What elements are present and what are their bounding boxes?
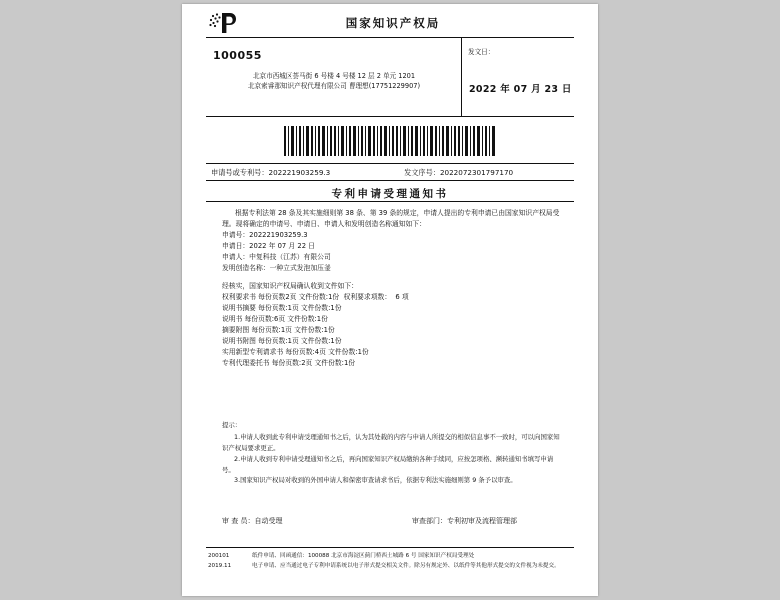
footer-note-1: 纸件申请、回函通信：100088 北京市海淀区蓟门桥西土城路 6 号 国家知识产权局受理处 (252, 553, 475, 559)
verify-item-4: 摘要附图 每份页数:1页 文件份数:1份 (222, 326, 335, 334)
org-title: 国家知识产权局 (345, 16, 441, 30)
note-3: 3.国家知识产权局对收到的外国申请人和保密审查请求书后，依据专利法实施细则第 9 条予以审查。 (234, 476, 517, 485)
serial-number: 100055 (213, 49, 262, 62)
verify-item-2: 说明书摘要 每份页数:1页 文件份数:1份 (222, 304, 342, 312)
cnipa-emblem-icon (206, 11, 242, 35)
document-body (222, 208, 562, 369)
verify-item-6: 实用新型专利请求书 每份页数:4页 文件份数:1份 (222, 348, 369, 356)
address-lines (206, 72, 462, 91)
body-paragraph-1: 根据专利法第 28 条及其实施细则第 38 条、第 39 条的规定，申请人提出的专利申请已由国家知识产权局受理。现将确定的申请号、申请日、申请人和发明创造名称通知如下： (222, 209, 560, 228)
footer-left (208, 552, 250, 571)
body-paragraph-4: 申请人：中复科技（江苏）有限公司 (222, 253, 331, 261)
barcode-area (206, 118, 574, 164)
footer-right (252, 552, 572, 571)
footer-form-code: 200101 (208, 553, 230, 559)
verify-item-7: 专利代理委托书 每份页数:2页 文件份数:1份 (222, 359, 356, 367)
document-title: 专利申请受理通知书 (331, 188, 449, 200)
footer-form-date: 2019.11 (208, 562, 232, 569)
body-paragraph-5: 发明创造名称：一种立式发泡加压釜 (222, 264, 331, 272)
examiner-field: 审 查 员：自动受理 (222, 517, 283, 525)
notes-heading: 提示： (222, 421, 242, 429)
verify-item-5: 说明书附图 每份页数:1页 文件份数:1份 (222, 337, 342, 345)
dispatch-number: 发文序号：2022072301797170 (404, 168, 514, 177)
verify-item-1: 权利要求书 每份页数2页 文件份数:1份 权利要求项数： 6 项 (222, 293, 409, 301)
application-number: 申请号或专利号：202221903259.3 (211, 168, 331, 177)
note-2: 2.申请人收到专利申请受理通知书之后，再向国家知识产权局缴纳各种手续同，应按怎项格、濒转通知书填写申请号。 (222, 454, 554, 474)
address-line-1: 北京市西城区荟马街 6 号楼 4 号楼 12 层 2 单元 1201 (252, 72, 416, 80)
issue-date-box (462, 38, 574, 116)
number-row (206, 166, 574, 181)
address-divider (206, 116, 574, 117)
verify-item-3: 说明书 每份页数:6页 文件份数:1份 (222, 315, 328, 323)
footer-note-2: 电子申请、应当通过电子专利申请系统以电子形式提交相关文件。除另有规定外、以纸件等其他形式提交的文件视为未提交。 (252, 562, 560, 569)
body-paragraph-2: 申请号：202221903259.3 (222, 231, 308, 239)
issue-date-label: 发文日： (468, 48, 495, 56)
addressee-box (206, 38, 462, 116)
notice-sheet (182, 4, 598, 596)
document-header (206, 10, 574, 36)
barcode-image (284, 126, 496, 156)
body-paragraph-3: 申请日：2022 年 07 月 22 日 (222, 242, 315, 250)
department-field: 审查部门：专利初审及流程管理部 (412, 517, 517, 525)
issue-date-value: 2022 年 07 月 23 日 (469, 84, 572, 95)
verify-intro: 经核实，国家知识产权局确认收到文件如下： (222, 282, 358, 290)
note-1: 1.申请人收到此专利申请受理通知书之后，认为其处载的内容与申请人所提交的相似信息事不一致时，可以向国家知识产权局要求更正。 (222, 432, 560, 452)
footer-divider (206, 547, 574, 548)
address-line-2: 北京索睿那知识产权代理有限公司 曹理想(17751229907) (247, 81, 421, 90)
notes-section (222, 420, 562, 486)
title-divider (206, 201, 574, 202)
